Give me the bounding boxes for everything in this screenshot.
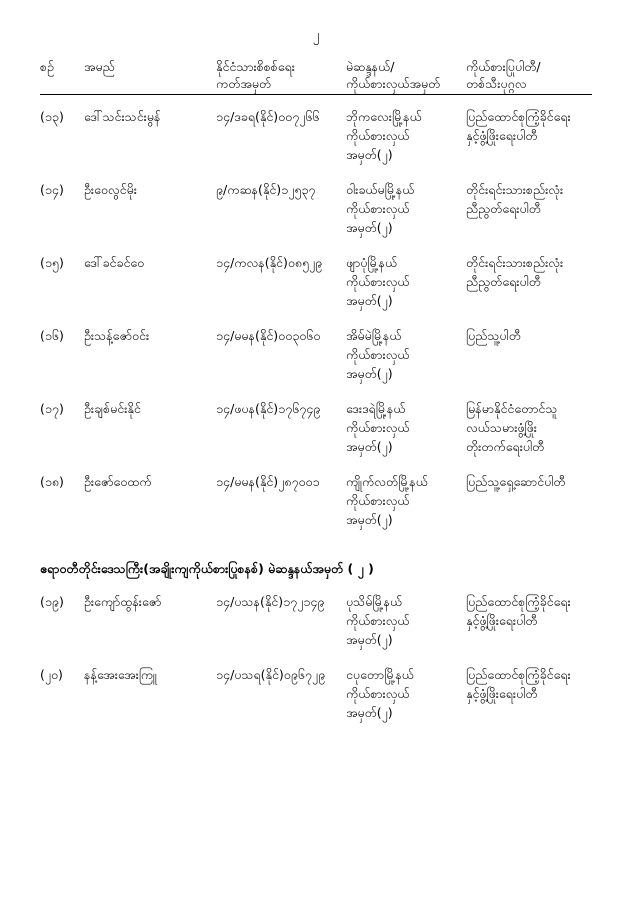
column-header-name <box>84 58 216 92</box>
constituency-line2: ကိုယ်စားလှယ် <box>346 347 410 362</box>
cell-nrc: ၁၄/မမန(နိုင်)၂၈၇၀၀၁ <box>216 474 320 489</box>
cell-no: (၁၆) <box>40 328 64 343</box>
cell-constituency <box>346 653 466 726</box>
cell-name: ဦးဇော်ဝေထက် <box>84 474 152 489</box>
table-row <box>40 314 592 387</box>
cell-nrc: ၁၄/ကလန(နိုင်)၀၈၅၂၉ <box>216 255 323 270</box>
constituency-line3: အမှတ်(၂) <box>346 293 393 308</box>
cell-nrc: ၁၄/ဖပန(နိုင်)၁၇၆၇၄၉ <box>216 401 321 416</box>
cell-constituency <box>346 95 466 168</box>
cell-constituency <box>346 168 466 241</box>
constituency-line1: ဘိုကလေးမြို့နယ် <box>346 109 422 124</box>
constituency-line2: ကိုယ်စားလှယ် <box>346 686 410 701</box>
party-line2: နှင့်ဖွံ့ဖြိုးရေးပါတီ <box>466 128 538 143</box>
cell-no: (၁၄) <box>40 182 64 197</box>
constituency-line1: ကျိုက်လတ်မြို့နယ် <box>346 474 428 489</box>
column-header-constituency-line1: မဲဆန္ဒနယ်/ <box>346 59 395 74</box>
table-header-row <box>40 58 592 92</box>
table-head <box>40 58 592 95</box>
party-line3: တိုးတက်ရေးပါတီ <box>466 439 545 454</box>
table-row <box>40 460 592 533</box>
column-header-name-line1: အမည် <box>84 59 115 74</box>
constituency-line1: ဝါးခယ်မမြို့နယ် <box>346 182 415 197</box>
cell-nrc: ၁၄/မမန(နိုင်)၀၀၃၀၆၀ <box>216 328 321 343</box>
cell-no: (၁၃) <box>40 109 64 124</box>
cell-party <box>466 241 592 314</box>
constituency-line2: ကိုယ်စားလှယ် <box>346 613 410 628</box>
party-line2: လယ်သမားဖွံ့ဖြိုး <box>466 420 537 435</box>
column-header-party-line2: တစ်သီးပုဂ္ဂလ <box>466 76 527 91</box>
constituency-line1: ဒေးဒရဲမြို့နယ် <box>346 401 406 416</box>
constituency-line1: ပုသိမ်မြို့နယ် <box>346 594 403 609</box>
constituency-line1: အိမ်မဲမြို့နယ် <box>346 328 402 343</box>
constituency-line2: ကိုယ်စားလှယ် <box>346 420 410 435</box>
party-line2: ညီညွတ်ရေးပါတီ <box>466 274 541 289</box>
constituency-line3: အမှတ်(၂) <box>346 220 393 235</box>
constituency-line2: ကိုယ်စားလှယ် <box>346 128 410 143</box>
cell-nrc: ၉/ကဆန(နိုင်)၁၂၅၃၇ <box>216 182 316 197</box>
column-header-party <box>466 58 592 92</box>
table-body <box>40 95 592 726</box>
cell-constituency <box>346 241 466 314</box>
party-line1: ပြည်သူ့ရှေ့ဆောင်ပါတီ <box>466 474 566 489</box>
table-row <box>40 95 592 168</box>
party-line1: ပြည်သူ့ပါတီ <box>466 328 521 343</box>
constituency-line2: ကိုယ်စားလှယ် <box>346 493 410 508</box>
constituency-line2: ကိုယ်စားလှယ် <box>346 201 410 216</box>
cell-constituency <box>346 314 466 387</box>
party-line2: ညီညွတ်ရေးပါတီ <box>466 201 541 216</box>
constituency-line2: ကိုယ်စားလှယ် <box>346 274 410 289</box>
section-heading-row <box>40 533 592 580</box>
cell-no: (၁၅) <box>40 255 64 270</box>
cell-nrc: ၁၄/ပသရ(နိုင်)၀၉၆၇၂၉ <box>216 667 326 682</box>
constituency-line1: ငပုတောမြို့နယ် <box>346 667 414 682</box>
cell-constituency <box>346 460 466 533</box>
cell-party <box>466 95 592 168</box>
cell-name: ဒေါ်သင်းသင်းမွန် <box>84 109 161 124</box>
cell-name: ဦးဝေလွင်မိုး <box>84 182 137 197</box>
table-row <box>40 653 592 726</box>
column-header-constituency <box>346 58 466 92</box>
column-header-nrc-line1: နိုင်ငံသားစိစစ်ရေး <box>216 59 295 74</box>
constituency-line3: အမှတ်(၂) <box>346 705 393 720</box>
cell-name: ဒေါ်ခင်ခင်ဝေ <box>84 255 145 270</box>
cell-name: ဦးချစ်မင်းနိုင် <box>84 401 141 416</box>
column-header-nrc-line2: ကတ်အမှတ် <box>216 76 272 91</box>
page-number: ၂ <box>312 28 320 43</box>
candidate-table <box>40 58 592 726</box>
constituency-line1: ဖျာပုံမြို့နယ် <box>346 255 398 270</box>
party-line1: ပြည်ထောင်စုကြံ့ခိုင်ရေး <box>466 109 571 124</box>
cell-party <box>466 387 592 460</box>
table-row <box>40 580 592 653</box>
cell-name: ဦးကျော်ထွန်းဇော် <box>84 594 162 609</box>
cell-constituency <box>346 387 466 460</box>
column-header-constituency-line2: ကိုယ်စားလှယ်အမှတ် <box>346 76 441 91</box>
cell-party <box>466 580 592 653</box>
constituency-line3: အမှတ်(၂) <box>346 632 393 647</box>
cell-constituency <box>346 580 466 653</box>
party-line1: မြန်မာနိုင်ငံတောင်သူ <box>466 401 558 416</box>
cell-no: (၁၇) <box>40 401 64 416</box>
cell-no: (၁၈) <box>40 474 64 489</box>
cell-party <box>466 168 592 241</box>
cell-no: (၂၀) <box>40 667 63 682</box>
table-row <box>40 387 592 460</box>
party-line2: နှင့်ဖွံ့ဖြိုးရေးပါတီ <box>466 613 538 628</box>
constituency-line3: အမှတ်(၂) <box>346 439 393 454</box>
section-heading-cell <box>40 533 592 580</box>
cell-nrc: ၁၄/ပသန(နိုင်)၁၇၂၁၄၉ <box>216 594 325 609</box>
party-line1: တိုင်းရင်းသားစည်းလုံး <box>466 255 564 270</box>
column-header-nrc <box>216 58 346 92</box>
constituency-line3: အမှတ်(၂) <box>346 147 393 162</box>
cell-name: နန့်အေးအေးကြူ <box>84 667 157 682</box>
table-row <box>40 168 592 241</box>
party-line1: ပြည်ထောင်စုကြံ့ခိုင်ရေး <box>466 667 571 682</box>
cell-party <box>466 314 592 387</box>
section-heading-text: ဧရာဝတီတိုင်းဒေသကြီး(အချိုးကျကိုယ်စားပြုစနစ်) မဲဆန္ဒနယ်အမှတ် ( ၂ ) <box>40 561 374 576</box>
party-line1: တိုင်းရင်းသားစည်းလုံး <box>466 182 564 197</box>
column-header-no <box>40 58 84 92</box>
cell-name: ဦးသန့်ဇော်ဝင်း <box>84 328 150 343</box>
constituency-line3: အမှတ်(၂) <box>346 512 393 527</box>
party-line2: နှင့်ဖွံ့ဖြိုးရေးပါတီ <box>466 686 538 701</box>
cell-nrc: ၁၄/ဒခရ(နိုင်)၀၀၇၂၆၆ <box>216 109 320 124</box>
constituency-line3: အမှတ်(၂) <box>346 366 393 381</box>
cell-party <box>466 653 592 726</box>
cell-party <box>466 460 592 533</box>
column-header-party-line1: ကိုယ်စားပြုပါတီ/ <box>466 59 541 74</box>
column-header-no-line1: စဉ် <box>40 59 54 74</box>
table-row <box>40 241 592 314</box>
cell-no: (၁၉) <box>40 594 64 609</box>
party-line1: ပြည်ထောင်စုကြံ့ခိုင်ရေး <box>466 594 571 609</box>
